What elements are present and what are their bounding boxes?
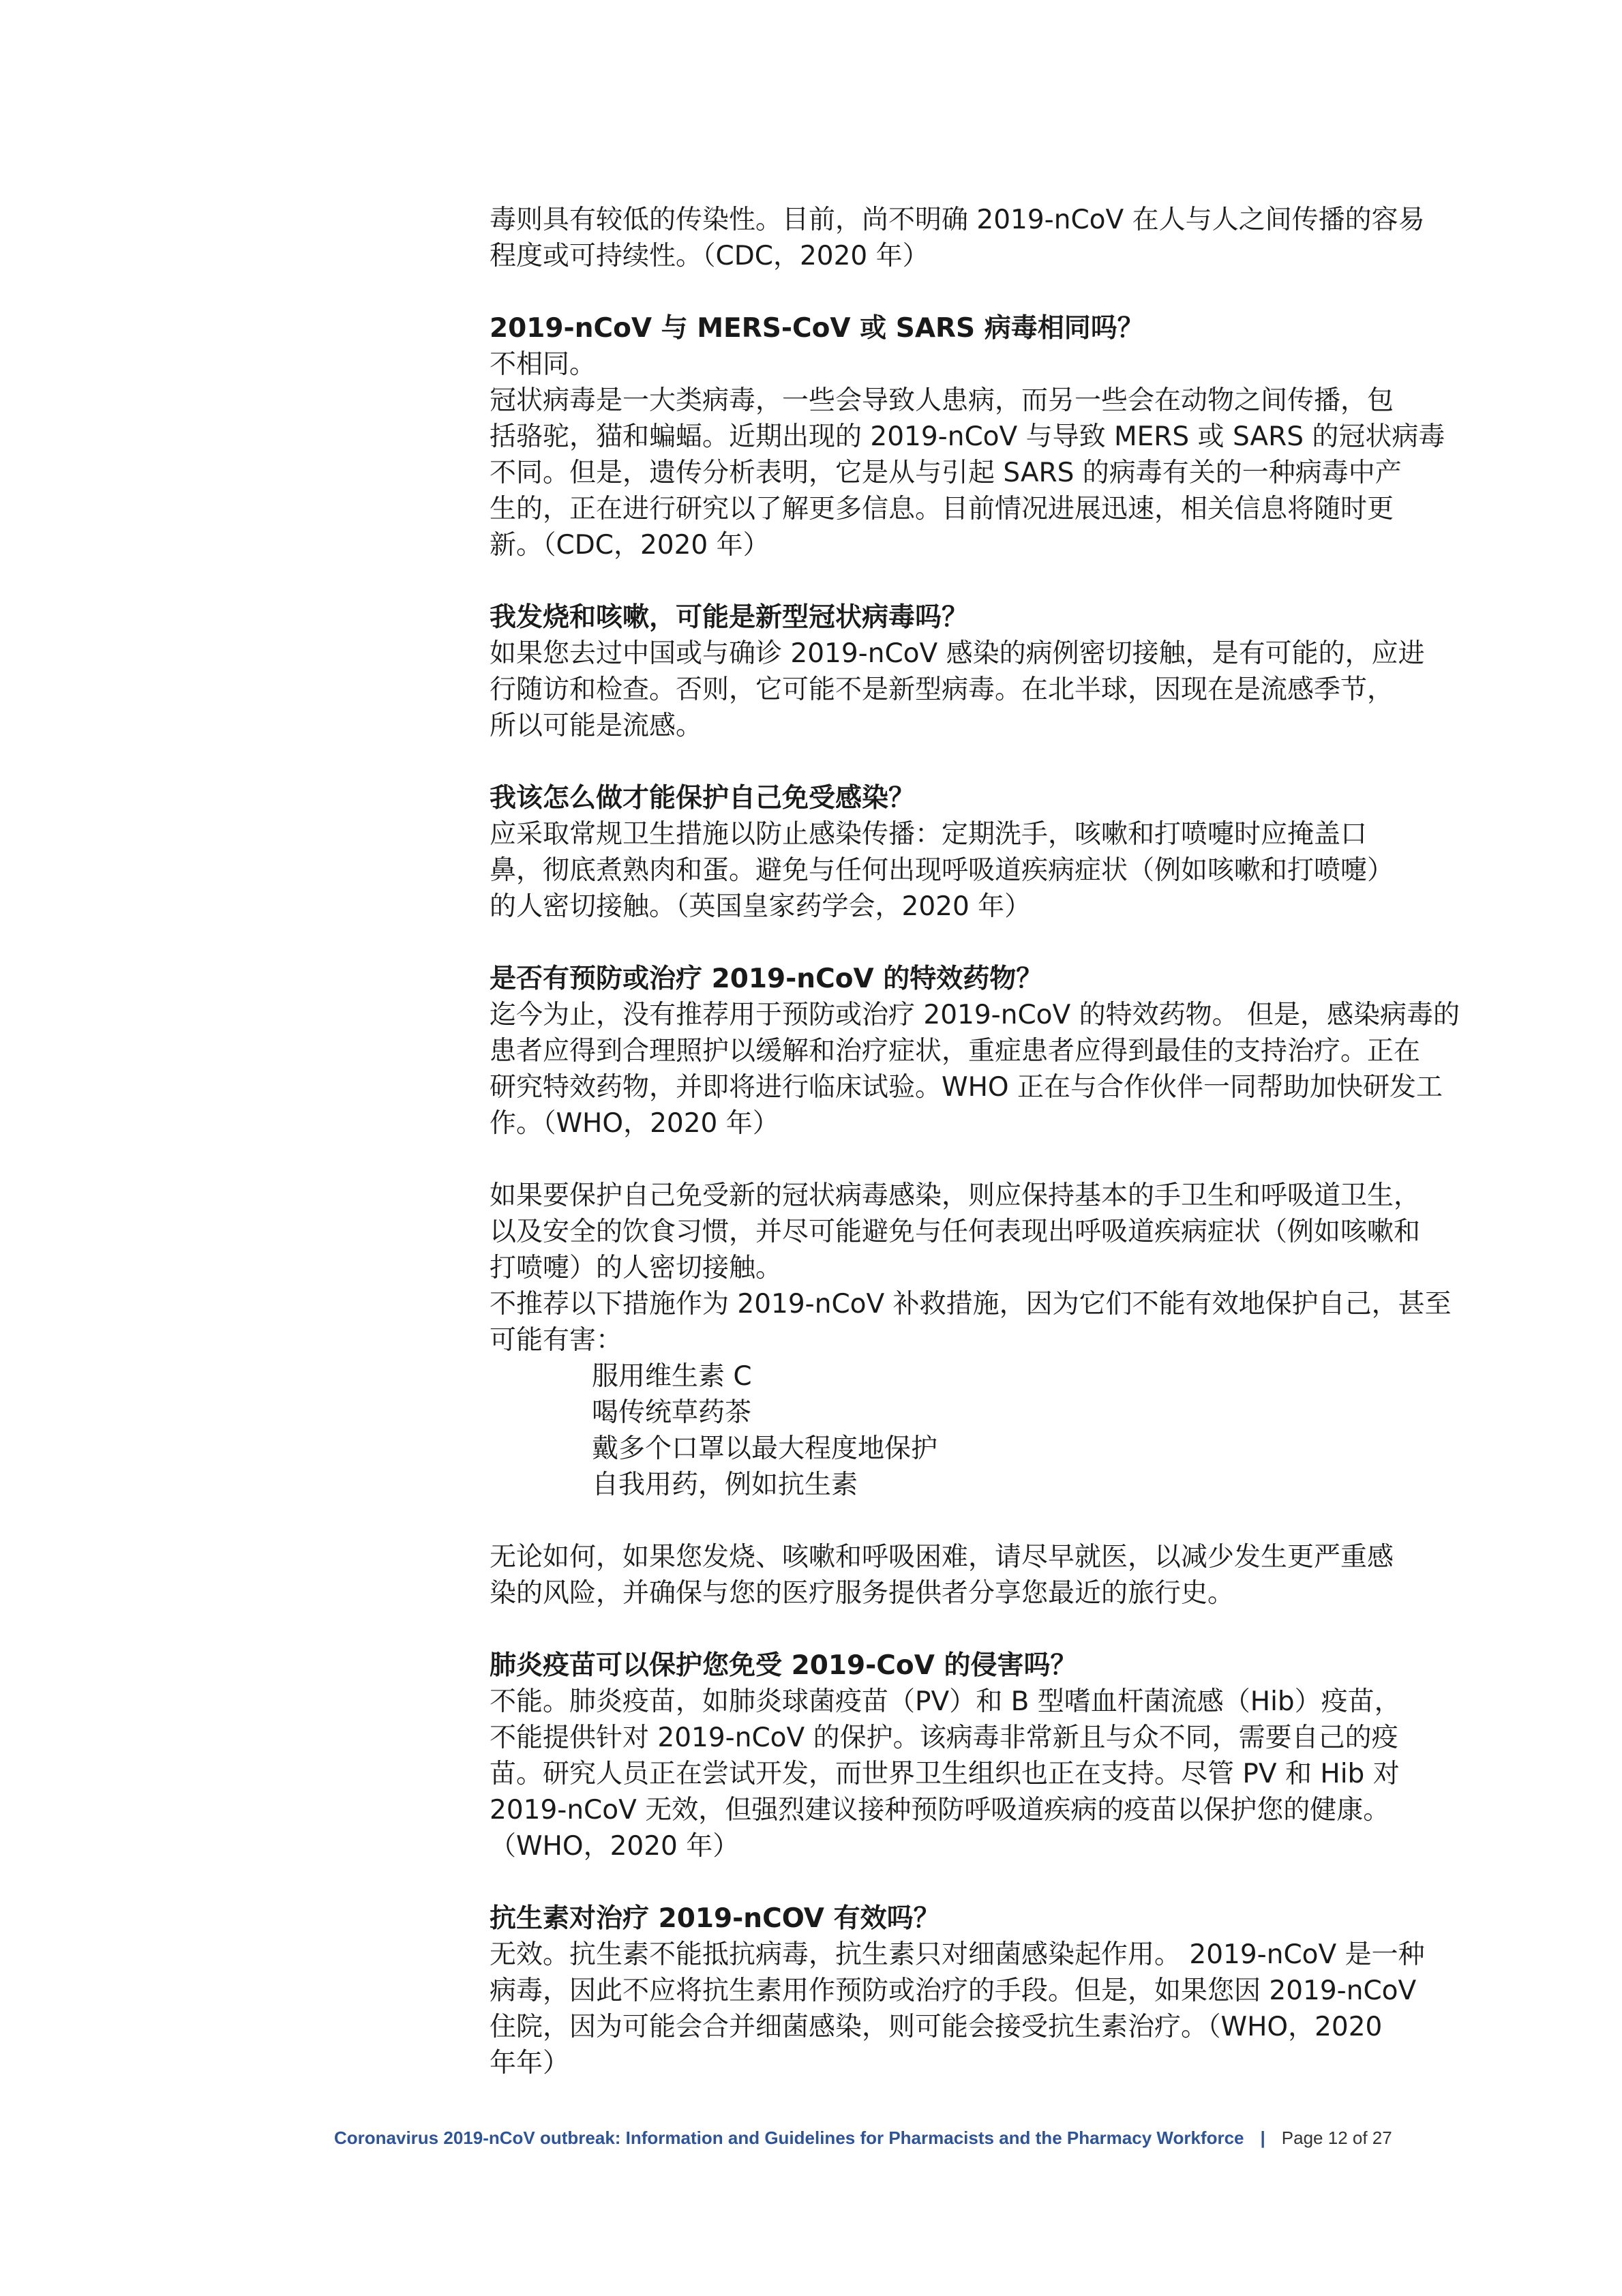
text-line: 住院，因为可能会合并细菌感染，则可能会接受抗生素治疗。（WHO，2020 [490, 2012, 1383, 2042]
text-line: 程度或可持续性。（CDC，2020 年） [490, 241, 929, 271]
list-item: 服用维生素 C [592, 1361, 752, 1392]
text-line: 患者应得到合理照护以缓解和治疗症状，重症患者应得到最佳的支持治疗。正在 [490, 1036, 1421, 1067]
text-line: 括骆驼，猫和蝙蝠。近期出现的 2019-nCoV 与导致 MERS 或 SARS 的冠状病毒 [490, 421, 1445, 452]
not-recommended-list [490, 1358, 1471, 1503]
section-heading: 是否有预防或治疗 2019-nCoV 的特效药物？ [490, 964, 1043, 994]
faq-section-self-protection [490, 780, 1471, 925]
text-line: 不相同。 [490, 349, 597, 380]
text-line: 苗。研究人员正在尝试开发，而世界卫生组织也正在支持。尽管 PV 和 Hib 对 [490, 1759, 1400, 1789]
text-line: 研究特效药物，并即将进行临床试验。WHO 正在与合作伙伴一同帮助加快研发工 [490, 1072, 1443, 1103]
section-heading: 2019-nCoV 与 MERS-CoV 或 SARS 病毒相同吗？ [490, 313, 1144, 344]
page-footer [334, 2126, 1392, 2149]
text-line: 所以可能是流感。 [490, 711, 703, 741]
faq-section-same-virus [490, 310, 1471, 563]
list-item: 喝传统草药茶 [592, 1397, 752, 1428]
page-number: Page 12 of 27 [1281, 2128, 1392, 2148]
document-body [490, 202, 1471, 2081]
text-line: 鼻，彻底煮熟肉和蛋。避免与任何出现呼吸道疾病症状（例如咳嗽和打喷嚏） [490, 855, 1394, 886]
text-line: 病毒，因此不应将抗生素用作预防或治疗的手段。但是，如果您因 2019-nCoV [490, 1976, 1417, 2006]
section-heading: 我该怎么做才能保护自己免受感染？ [490, 783, 916, 814]
text-line: 应采取常规卫生措施以防止感染传播：定期洗手，咳嗽和打喷嚏时应掩盖口 [490, 819, 1368, 850]
text-line: 可能有害： [490, 1325, 623, 1356]
list-item: 自我用药，例如抗生素 [592, 1470, 858, 1500]
text-line: 无论如何，如果您发烧、咳嗽和呼吸困难，请尽早就医，以减少发生更严重感 [490, 1542, 1394, 1572]
text-line: 新。（CDC，2020 年） [490, 530, 770, 561]
text-line: 不能提供针对 2019-nCoV 的保护。该病毒非常新且与众不同，需要自己的疫 [490, 1723, 1398, 1753]
section-heading: 肺炎疫苗可以保护您免受 2019-CoV 的侵害吗？ [490, 1650, 1077, 1681]
text-line: 以及安全的饮食习惯，并尽可能避免与任何表现出呼吸道疾病症状（例如咳嗽和 [490, 1217, 1421, 1247]
faq-section-pneumonia-vaccine [490, 1648, 1471, 1864]
text-line: 迄今为止，没有推荐用于预防或治疗 2019-nCoV 的特效药物。 但是，感染病毒的 [490, 1000, 1460, 1030]
faq-section-specific-drugs [490, 961, 1471, 1142]
text-line: 年年） [490, 2048, 570, 2078]
text-line: 打喷嚏）的人密切接触。 [490, 1253, 783, 1283]
text-line: 不能。肺炎疫苗，如肺炎球菌疫苗（PV）和 B 型嗜血杆菌流感（Hib）疫苗， [490, 1686, 1401, 1717]
faq-section-antibiotics [490, 1900, 1471, 2081]
text-line: 作。（WHO，2020 年） [490, 1108, 779, 1139]
footer-document-title: Coronavirus 2019-nCoV outbreak: Information and Guidelines for Pharmacists and the Pharmacy Workforce [334, 2128, 1244, 2148]
footer-separator: | [1260, 2128, 1265, 2148]
section-heading: 我发烧和咳嗽，可能是新型冠状病毒吗？ [490, 602, 969, 633]
text-line: 不同。但是，遗传分析表明，它是从与引起 SARS 的病毒有关的一种病毒中产 [490, 458, 1402, 488]
faq-section-fever-cough [490, 599, 1471, 744]
text-line: 如果您去过中国或与确诊 2019-nCoV 感染的病例密切接触，是有可能的，应进 [490, 638, 1425, 669]
text-line: 不推荐以下措施作为 2019-nCoV 补救措施，因为它们不能有效地保护自己，甚至 [490, 1289, 1452, 1320]
text-line: 无效。抗生素不能抵抗病毒，抗生素只对细菌感染起作用。 2019-nCoV 是一种 [490, 1939, 1425, 1970]
intro-paragraph [490, 202, 1471, 274]
text-line: （WHO，2020 年） [490, 1831, 740, 1862]
text-line: 2019-nCoV 无效，但强烈建议接种预防呼吸道疾病的疫苗以保护您的健康。 [490, 1795, 1390, 1825]
protection-paragraph [490, 1178, 1471, 1503]
text-line: 冠状病毒是一大类病毒，一些会导致人患病，而另一些会在动物之间传播，包 [490, 385, 1394, 416]
list-item: 戴多个口罩以最大程度地保护 [592, 1433, 938, 1464]
advice-paragraph [490, 1539, 1471, 1611]
text-line: 染的风险，并确保与您的医疗服务提供者分享您最近的旅行史。 [490, 1578, 1235, 1609]
text-line: 如果要保护自己免受新的冠状病毒感染，则应保持基本的手卫生和呼吸道卫生， [490, 1180, 1421, 1211]
text-line: 行随访和检查。否则，它可能不是新型病毒。在北半球，因现在是流感季节， [490, 674, 1394, 705]
text-line: 毒则具有较低的传染性。目前，尚不明确 2019-nCoV 在人与人之间传播的容易 [490, 205, 1425, 235]
text-line: 生的，正在进行研究以了解更多信息。目前情况进展迅速，相关信息将随时更 [490, 494, 1394, 524]
section-heading: 抗生素对治疗 2019-nCOV 有效吗？ [490, 1903, 940, 1934]
text-line: 的人密切接触。（英国皇家药学会，2020 年） [490, 891, 1032, 922]
